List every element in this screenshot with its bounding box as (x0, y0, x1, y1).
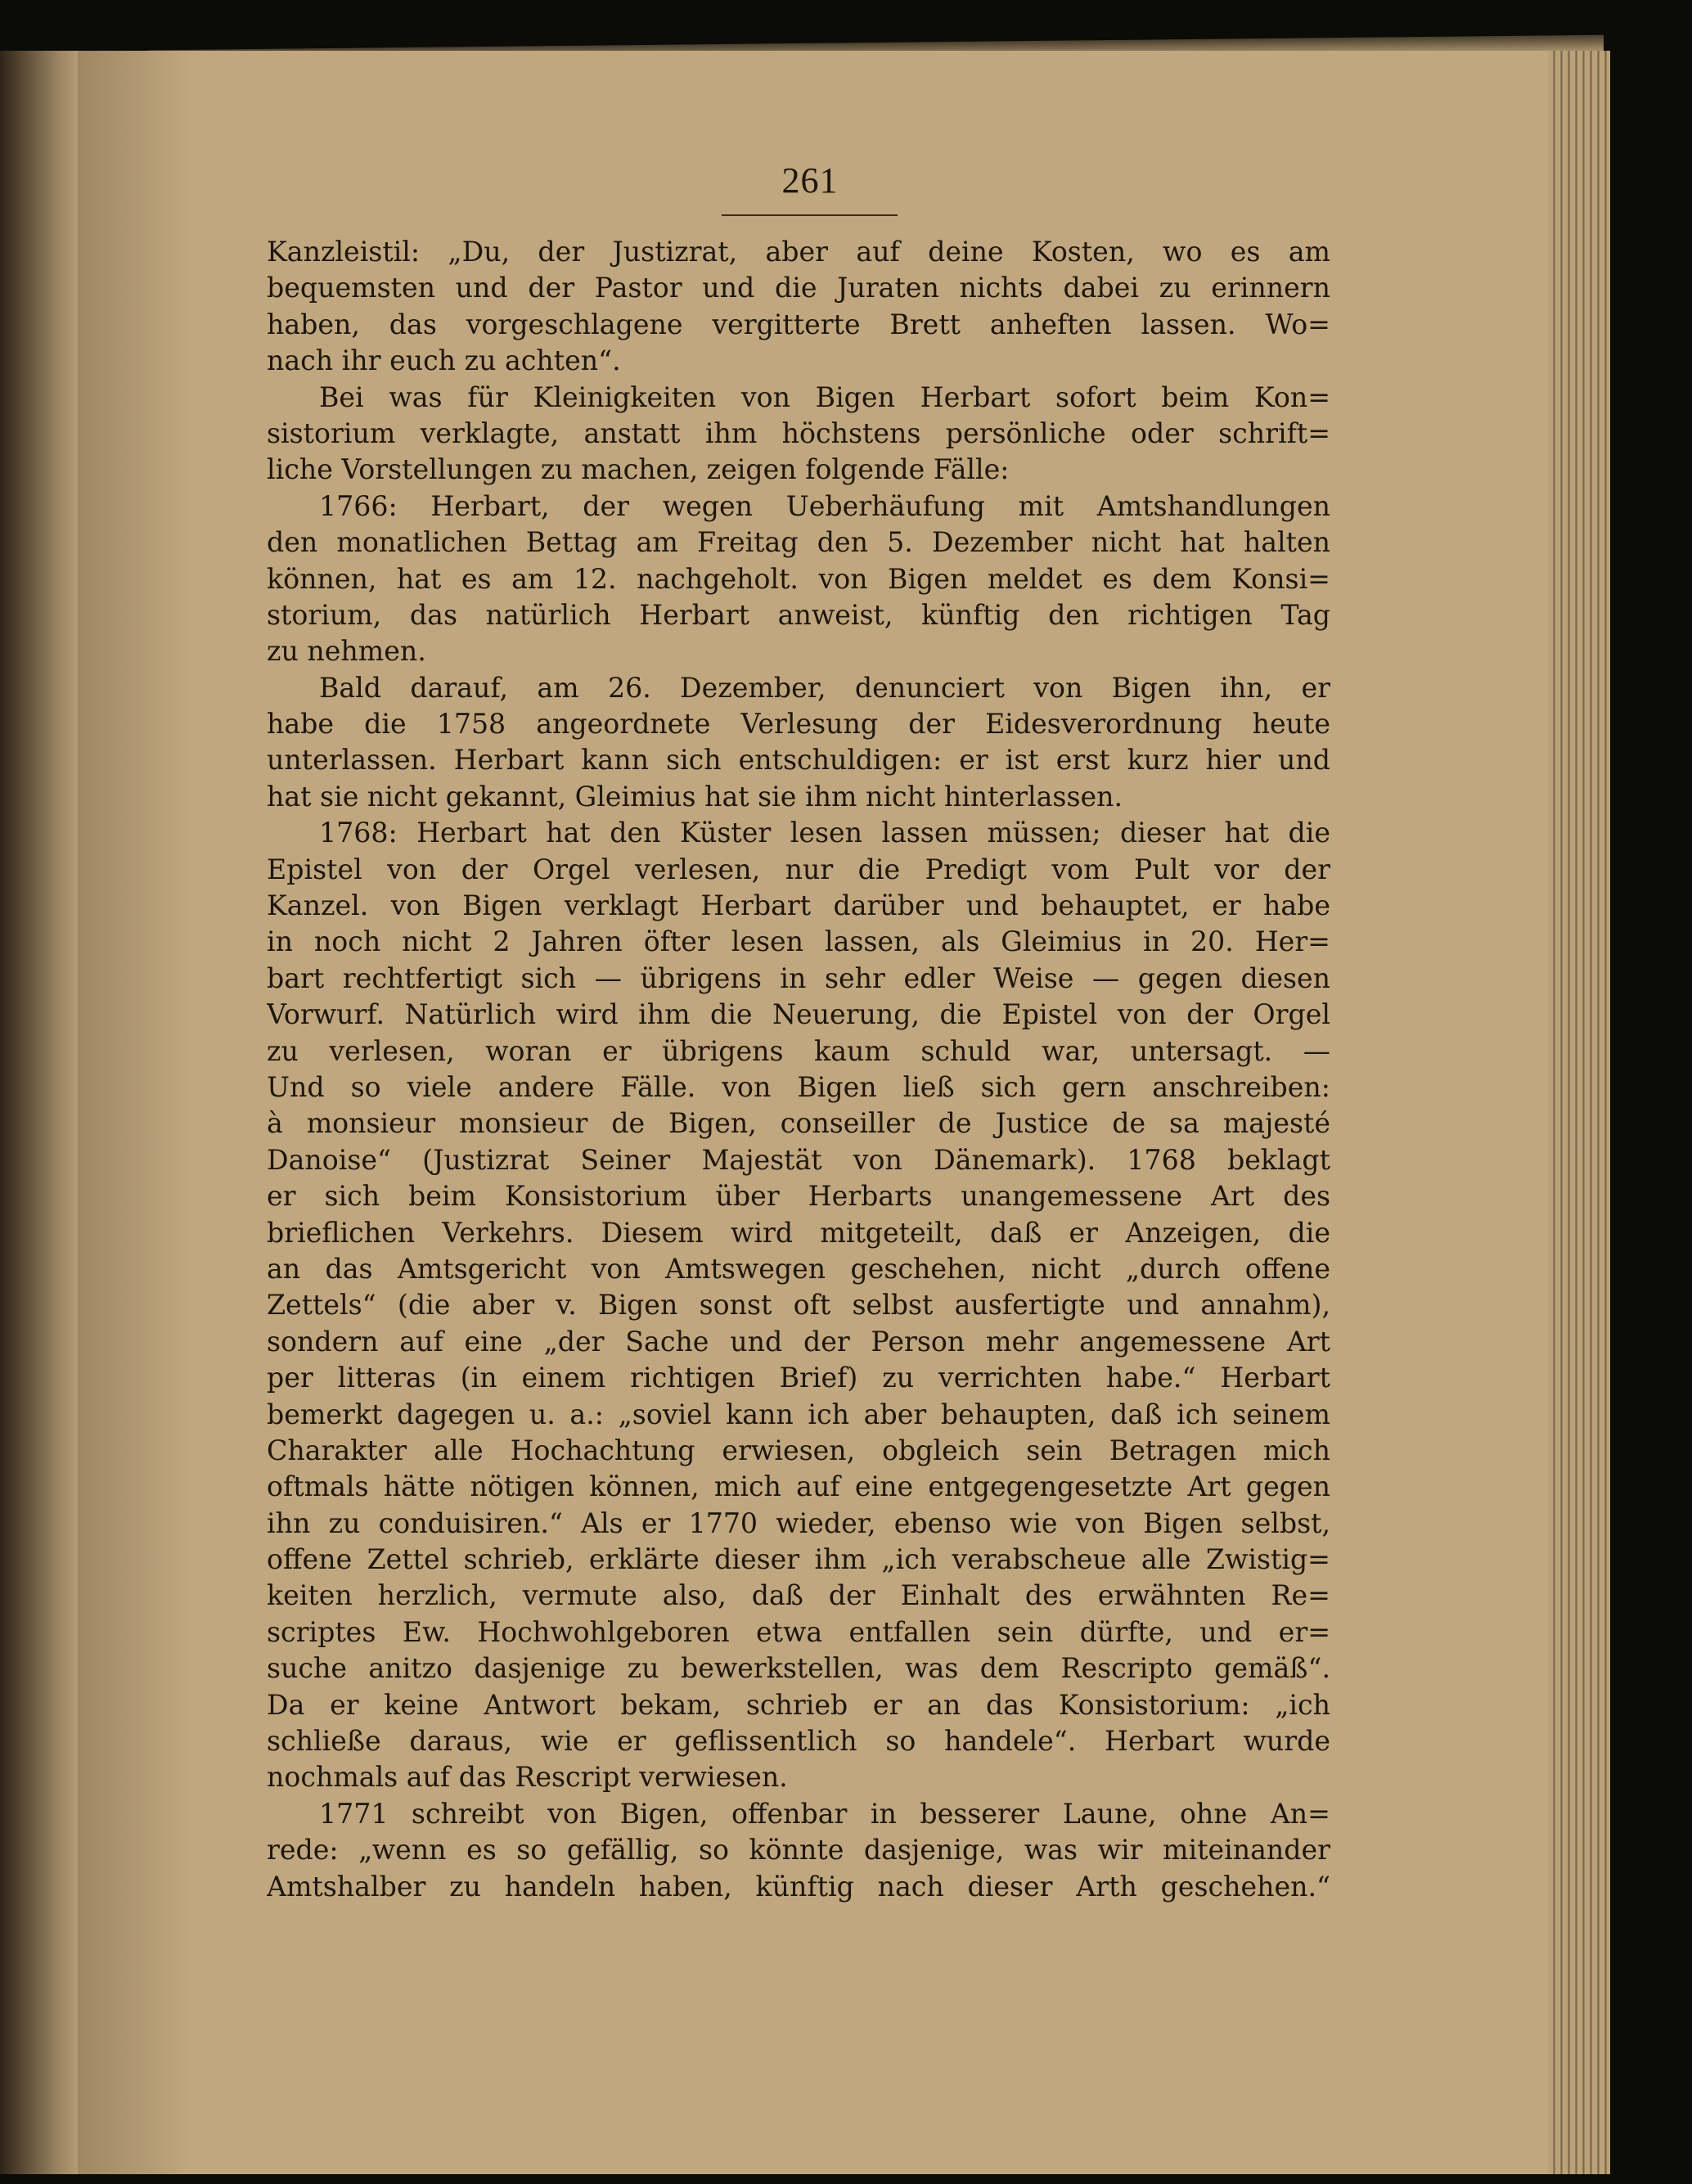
text-line: Bei was für Kleinigkeiten von Bigen Herbart sofort beim Kon= (319, 381, 1330, 413)
text-line: offene Zettel schrieb, erklärte dieser ihm „ich verabscheue alle Zwistig= (267, 1543, 1330, 1576)
text-line: à monsieur monsieur de Bigen, conseiller de Justice de sa majesté (267, 1107, 1330, 1140)
text-line: Zettels“ (die aber v. Bigen sonst oft selbst ausfertigte und annahm), (267, 1289, 1330, 1322)
text-line: 1771 schreibt von Bigen, offenbar in besserer Laune, ohne An= (319, 1797, 1330, 1830)
text-line: Charakter alle Hochachtung erwiesen, obgleich sein Betragen mich (267, 1434, 1330, 1466)
text-line: schließe daraus, wie er geflissentlich so handele“. Herbart wurde (267, 1725, 1330, 1758)
text-line: oftmals hätte nötigen können, mich auf eine entgegengesetzte Art gegen (267, 1470, 1330, 1503)
text-line: bequemsten und der Pastor und die Juraten nichts dabei zu erinnern (267, 272, 1330, 304)
text-line: sistorium verklagte, anstatt ihm höchstens persönliche oder schrift= (267, 417, 1330, 449)
text-line: an das Amtsgericht von Amtswegen geschehen, nicht „durch offene (267, 1252, 1330, 1285)
text-line: zu nehmen. (267, 635, 426, 668)
text-line: Epistel von der Orgel verlesen, nur die Predigt vom Pult vor der (267, 853, 1330, 885)
text-line: Kanzleistil: „Du, der Justizrat, aber auf deine Kosten, wo es am (267, 236, 1330, 268)
text-line: Und so viele andere Fälle. von Bigen ließ sich gern anschreiben: (267, 1070, 1330, 1103)
text-line: Danoise“ (Justizrat Seiner Majestät von Dänemark). 1768 beklagt (267, 1143, 1330, 1176)
text-line: Kanzel. von Bigen verklagt Herbart darüber und behauptet, er habe (267, 889, 1330, 922)
text-line: rede: „wenn es so gefällig, so könnte dasjenige, was wir miteinander (267, 1834, 1330, 1867)
text-line: haben, das vorgeschlagene vergitterte Brett anheften lassen. Wo= (267, 308, 1330, 340)
text-line: können, hat es am 12. nachgeholt. von Bigen meldet es dem Konsi= (267, 562, 1330, 595)
text-line: brieflichen Verkehrs. Diesem wird mitgeteilt, daß er Anzeigen, die (267, 1216, 1330, 1249)
text-line: storium, das natürlich Herbart anweist, künftig den richtigen Tag (267, 598, 1330, 631)
text-line: keiten herzlich, vermute also, daß der Einhalt des erwähnten Re= (267, 1579, 1330, 1612)
text-line: zu verlesen, woran er übrigens kaum schuld war, untersagt. — (267, 1034, 1330, 1067)
text-line: er sich beim Konsistorium über Herbarts unangemessene Art des (267, 1180, 1330, 1213)
page-number: 261 (781, 160, 839, 200)
text-line: Vorwurf. Natürlich wird ihm die Neuerung, die Epistel von der Orgel (267, 998, 1330, 1031)
text-line: Amtshalber zu handeln haben, künftig nach dieser Arth geschehen.“ (267, 1870, 1330, 1903)
text-line: scriptes Ew. Hochwohlgeboren etwa entfallen sein dürfte, und er= (267, 1615, 1330, 1648)
text-line: habe die 1758 angeordnete Verlesung der Eidesverordnung heute (267, 708, 1330, 741)
text-line: suche anitzo dasjenige zu bewerkstellen, was dem Rescripto gemäß“. (267, 1652, 1330, 1685)
text-line: ihn zu conduisiren.“ Als er 1770 wieder, ebenso wie von Bigen selbst, (267, 1506, 1330, 1539)
text-line: hat sie nicht gekannt, Gleimius hat sie ihm nicht hinterlassen. (267, 780, 1123, 813)
text-line: den monatlichen Bettag am Freitag den 5. Dezember nicht hat halten (267, 526, 1330, 559)
text-line: Da er keine Antwort bekam, schrieb er an das Konsistorium: „ich (267, 1688, 1330, 1721)
text-line: nach ihr euch zu achten“. (267, 344, 621, 377)
text-line: sondern auf eine „der Sache und der Person mehr angemessene Art (267, 1325, 1330, 1358)
text-line: bart rechtfertigt sich — übrigens in sehr edler Weise — gegen diesen (267, 961, 1330, 994)
text-line: bemerkt dagegen u. a.: „soviel kann ich aber behaupten, daß ich seinem (267, 1398, 1330, 1430)
body-text (267, 234, 1330, 1905)
text-line: per litteras (in einem richtigen Brief) zu verrichten habe.“ Herbart (267, 1362, 1330, 1394)
text-line: liche Vorstellungen zu machen, zeigen folgende Fälle: (267, 453, 1010, 486)
text-line: unterlassen. Herbart kann sich entschuldigen: er ist erst kurz hier und (267, 744, 1330, 777)
text-line: Bald darauf, am 26. Dezember, denunciert von Bigen ihn, er (319, 671, 1330, 704)
text-line: nochmals auf das Rescript verwiesen. (267, 1761, 788, 1794)
page-number-rule (722, 214, 898, 216)
text-line: 1766: Herbart, der wegen Ueberhäufung mit Amtshandlungen (319, 489, 1330, 522)
text-line: 1768: Herbart hat den Küster lesen lassen müssen; dieser hat die (319, 817, 1330, 849)
text-line: in noch nicht 2 Jahren öfter lesen lassen, als Gleimius in 20. Her= (267, 925, 1330, 958)
